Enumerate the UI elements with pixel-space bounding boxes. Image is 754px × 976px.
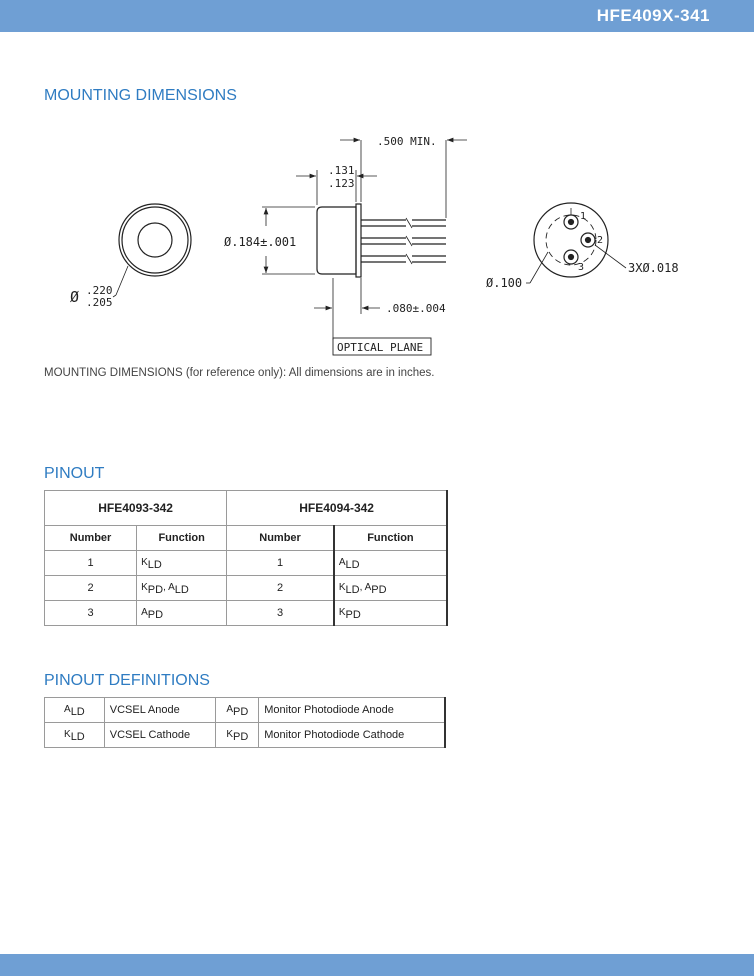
pin-function: $A_{LD}$ xyxy=(334,551,447,576)
mounting-dimensions-heading: MOUNTING DIMENSIONS xyxy=(44,87,237,104)
end-view xyxy=(113,204,191,297)
pinout-heading: PINOUT xyxy=(44,465,105,482)
description: Monitor Photodiode Cathode xyxy=(259,723,445,748)
table-row xyxy=(45,698,446,723)
table-row xyxy=(45,723,446,748)
flange-thickness-max: .131 xyxy=(328,164,355,177)
document-title: HFE409X-341 xyxy=(596,6,710,25)
pin-3-label: 3 xyxy=(578,262,585,273)
pin-view xyxy=(526,203,626,283)
symbol: $K_{PD}$ xyxy=(216,723,259,748)
mounting-caption: MOUNTING DIMENSIONS (for reference only): All dimensions are in inches. xyxy=(44,367,435,379)
pinout-table xyxy=(44,490,448,626)
col-number-b: Number xyxy=(227,526,334,551)
table-row xyxy=(45,601,448,626)
col-function-a: Function xyxy=(137,526,227,551)
table-row xyxy=(45,551,448,576)
pin-number: 3 xyxy=(227,601,334,626)
part-b-header: HFE4094-342 xyxy=(227,491,447,526)
pin-diameter-label: 3XØ.018 xyxy=(628,261,679,275)
flange-diameter-max: .220 xyxy=(86,284,113,297)
pin-function: $K_{PD}$, $A_{LD}$ xyxy=(137,576,227,601)
footer-band xyxy=(0,954,754,976)
col-function-b: Function xyxy=(334,526,447,551)
symbol: $A_{PD}$ xyxy=(216,698,259,723)
part-a-header: HFE4093-342 xyxy=(45,491,227,526)
description: Monitor Photodiode Anode xyxy=(259,698,445,723)
optical-plane-offset-label: .080±.004 xyxy=(386,302,446,315)
description: VCSEL Cathode xyxy=(104,723,216,748)
table-row xyxy=(45,576,448,601)
pin-function: $K_{PD}$ xyxy=(334,601,447,626)
col-number-a: Number xyxy=(45,526,137,551)
pinout-column-header-row xyxy=(45,526,448,551)
pinout-definitions-heading: PINOUT DEFINITIONS xyxy=(44,672,210,689)
lead-length-label: .500 MIN. xyxy=(377,135,437,148)
optical-plane-label: OPTICAL PLANE xyxy=(337,341,424,354)
flange-thickness-min: .123 xyxy=(328,177,355,190)
description: VCSEL Anode xyxy=(104,698,216,723)
symbol: $K_{LD}$ xyxy=(45,723,105,748)
pinout-group-row xyxy=(45,491,448,526)
pin-number: 2 xyxy=(227,576,334,601)
pin-number: 1 xyxy=(45,551,137,576)
pin-1-label: 1 xyxy=(580,211,587,222)
pin-number: 1 xyxy=(227,551,334,576)
pin-function: $K_{LD}$, $A_{PD}$ xyxy=(334,576,447,601)
flange-diameter-symbol: Ø xyxy=(70,288,80,306)
mounting-drawing xyxy=(0,120,754,370)
dimension-arrows xyxy=(266,140,467,308)
pin-number: 2 xyxy=(45,576,137,601)
pin-function: $K_{LD}$ xyxy=(137,551,227,576)
flange-diameter-min: .205 xyxy=(86,296,113,309)
pin-circle-label: Ø.100 xyxy=(486,276,523,290)
pin-function: $A_{PD}$ xyxy=(137,601,227,626)
pinout-definitions-table xyxy=(44,697,446,748)
symbol: $A_{LD}$ xyxy=(45,698,105,723)
pin-2-label: 2 xyxy=(597,235,604,246)
cap-diameter-label: Ø.184±.001 xyxy=(224,235,297,249)
pin-number: 3 xyxy=(45,601,137,626)
